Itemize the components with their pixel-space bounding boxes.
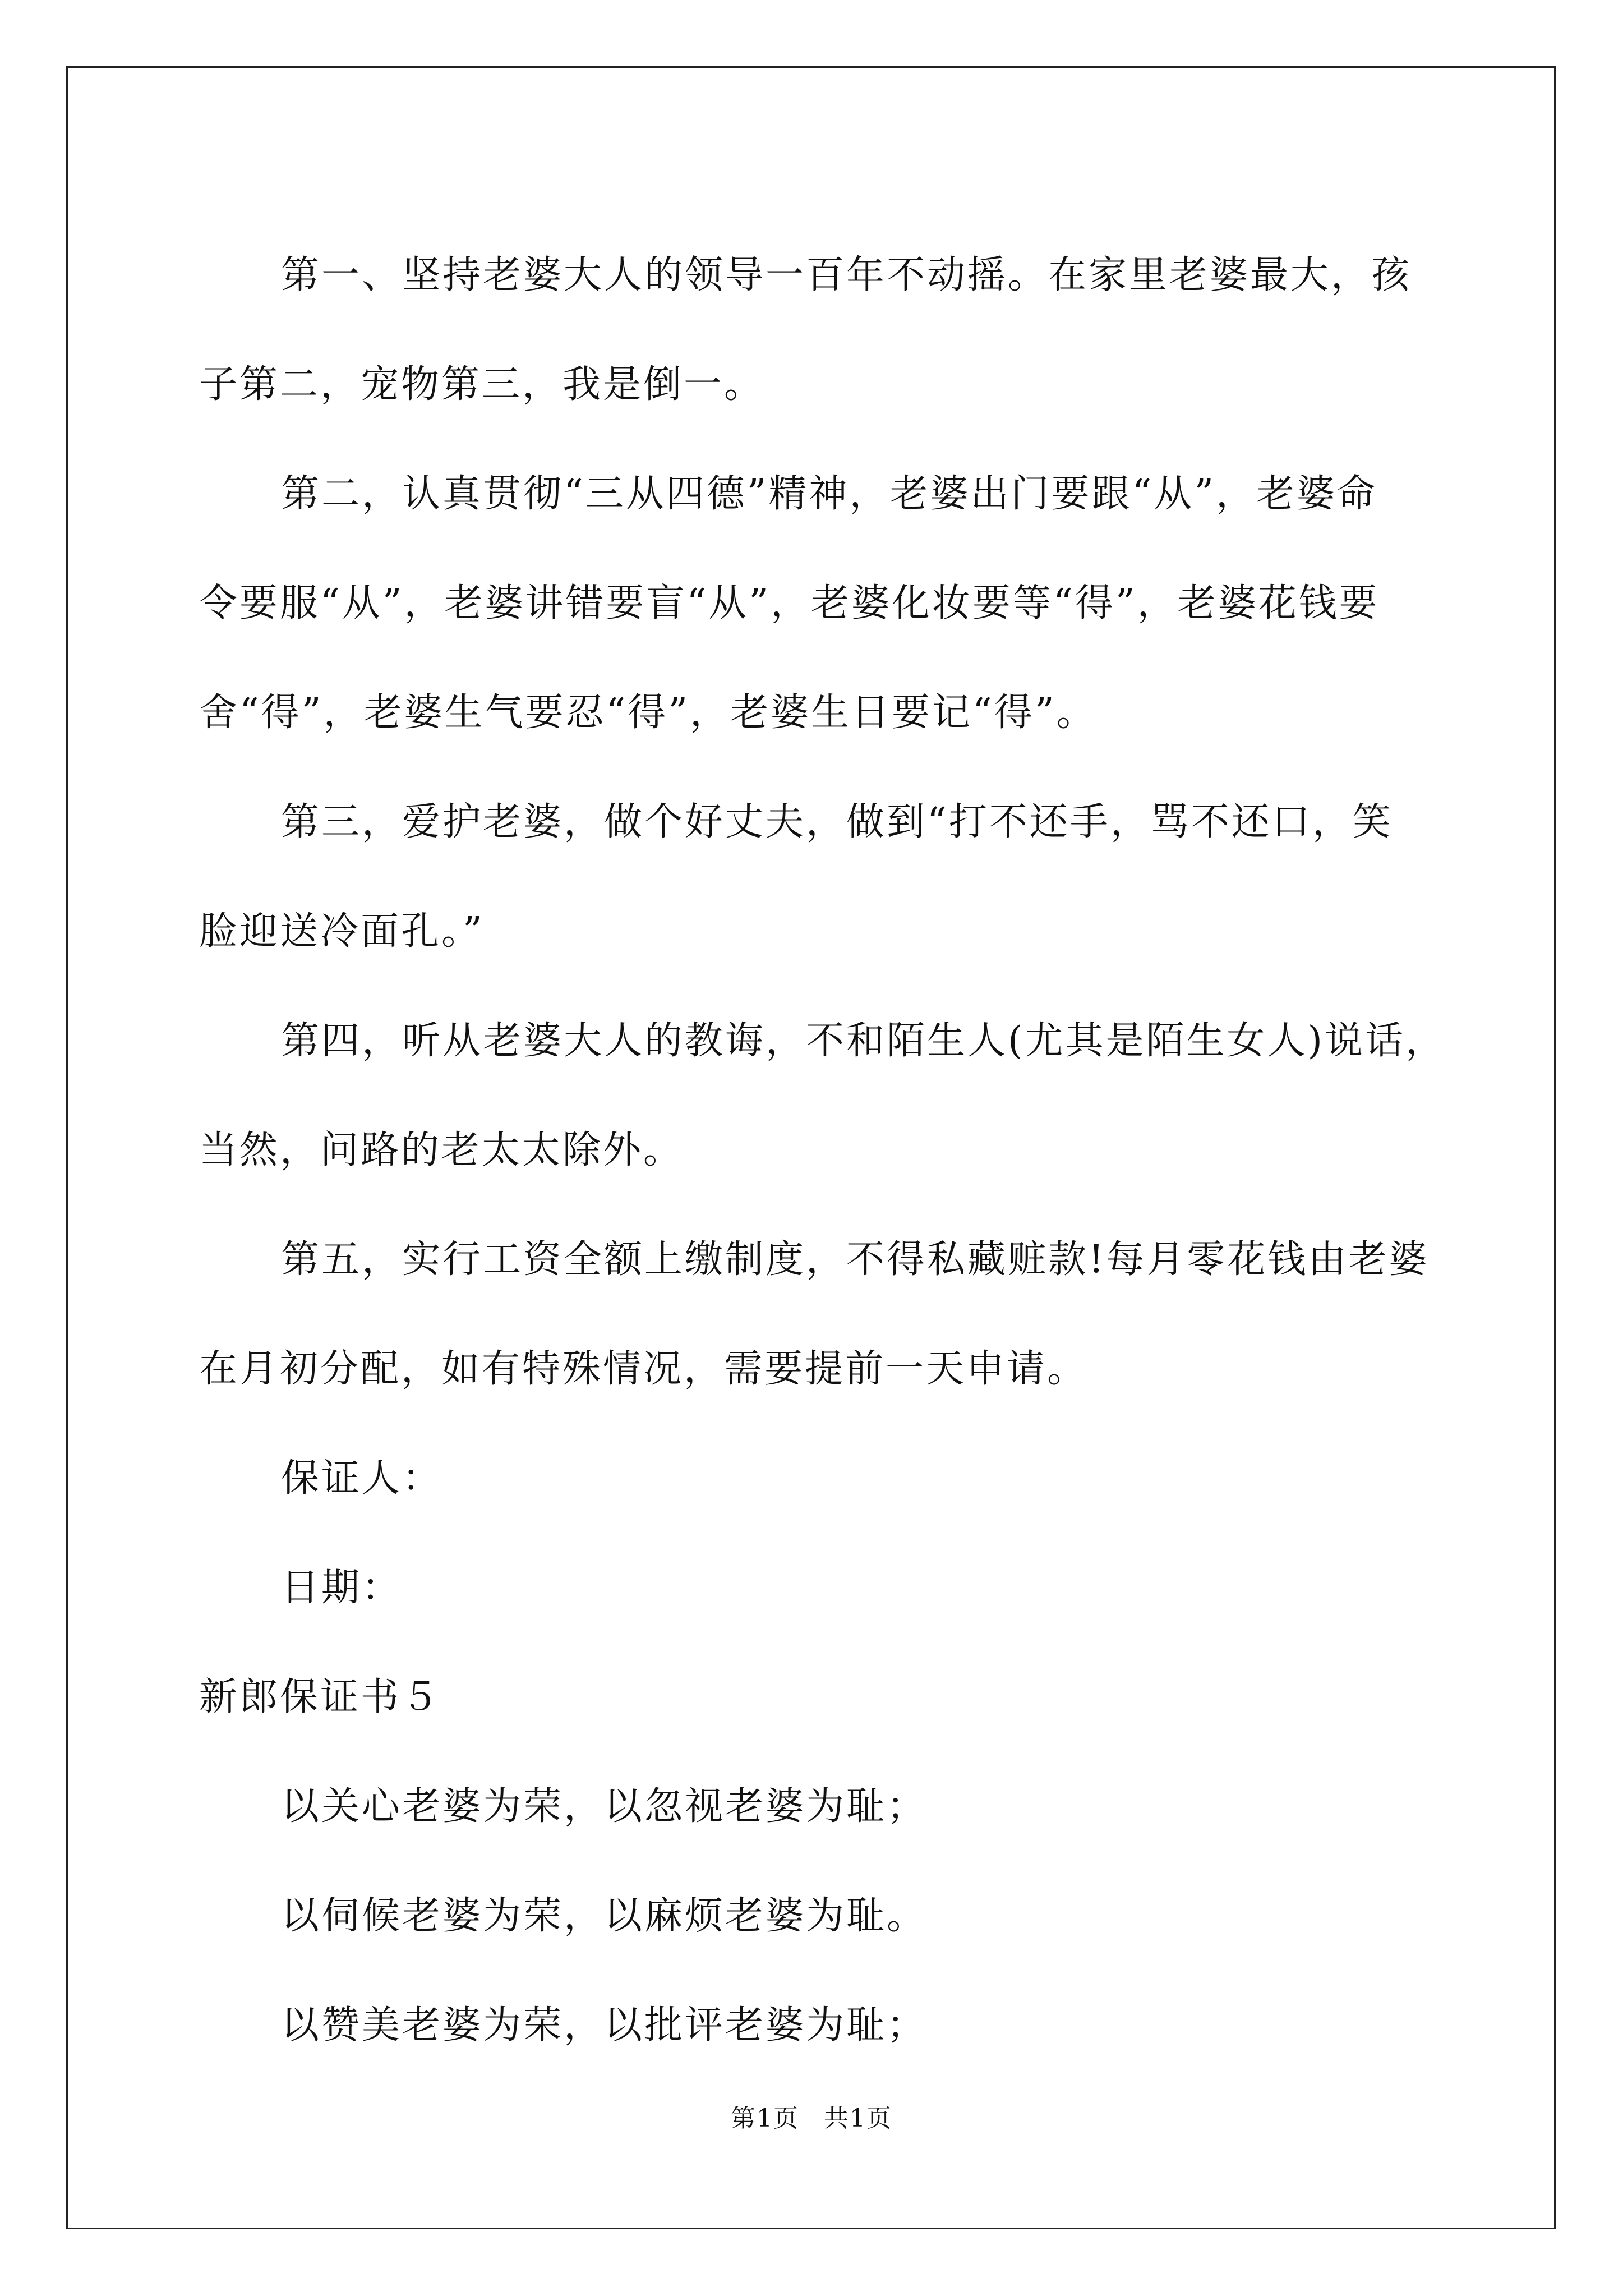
- text-line: 在月初分配，如有特殊情况，需要提前一天申请。: [199, 1347, 1088, 1391]
- paragraph-1: [199, 220, 1478, 439]
- paragraph-2: [199, 439, 1478, 767]
- text-line: 保证人：: [281, 1456, 443, 1501]
- text-line: 第四，听从老婆大人的教诲，不和陌生人(尤其是陌生女人)说话，: [281, 1019, 1446, 1063]
- text-line: 第三，爱护老婆，做个好丈夫，做到“打不还手，骂不还口，笑: [281, 800, 1393, 844]
- text-line: 以伺候老婆为荣，以麻烦老婆为耻。: [281, 1894, 928, 1938]
- paragraph-9: [199, 1752, 1478, 1861]
- text-line: 当然，问路的老太太除外。: [199, 1128, 684, 1172]
- text-line: 令要服“从”，老婆讲错要盲“从”，老婆化妆要等“得”，老婆花钱要: [199, 581, 1380, 625]
- paragraph-5: [199, 1205, 1478, 1424]
- paragraph-3: [199, 767, 1478, 986]
- text-line: 第二，认真贯彻“三从四德”精神，老婆出门要跟“从”，老婆命: [281, 472, 1378, 516]
- text-line: 以赞美老婆为荣，以批评老婆为耻；: [281, 2003, 928, 2047]
- text-line: 第一、坚持老婆大人的领导一百年不动摇。在家里老婆最大，孩: [281, 253, 1412, 297]
- text-line: 新郎保证书５: [199, 1675, 442, 1719]
- page-footer: [0, 2098, 1623, 2134]
- paragraph-10: [199, 1861, 1478, 1971]
- text-line: 日期：: [281, 1566, 403, 1610]
- text-line: 舍“得”，老婆生气要忍“得”，老婆生日要记“得”。: [199, 691, 1097, 735]
- section-heading: [199, 1642, 1478, 1752]
- page-number-current: 第1页: [731, 2104, 799, 2133]
- page-number-total: 共1页: [824, 2104, 892, 2133]
- text-line: 脸迎送冷面孔。”: [199, 909, 485, 954]
- document-body: [199, 220, 1478, 2080]
- text-line: 子第二，宠物第三，我是倒一。: [199, 362, 765, 407]
- date-label: [199, 1533, 1478, 1642]
- text-line: 第五，实行工资全额上缴制度，不得私藏赃款!每月零花钱由老婆: [281, 1237, 1430, 1282]
- guarantor-label: [199, 1424, 1478, 1533]
- text-line: 以关心老婆为荣，以忽视老婆为耻；: [281, 1784, 928, 1829]
- paragraph-4: [199, 986, 1478, 1205]
- paragraph-11: [199, 1971, 1478, 2080]
